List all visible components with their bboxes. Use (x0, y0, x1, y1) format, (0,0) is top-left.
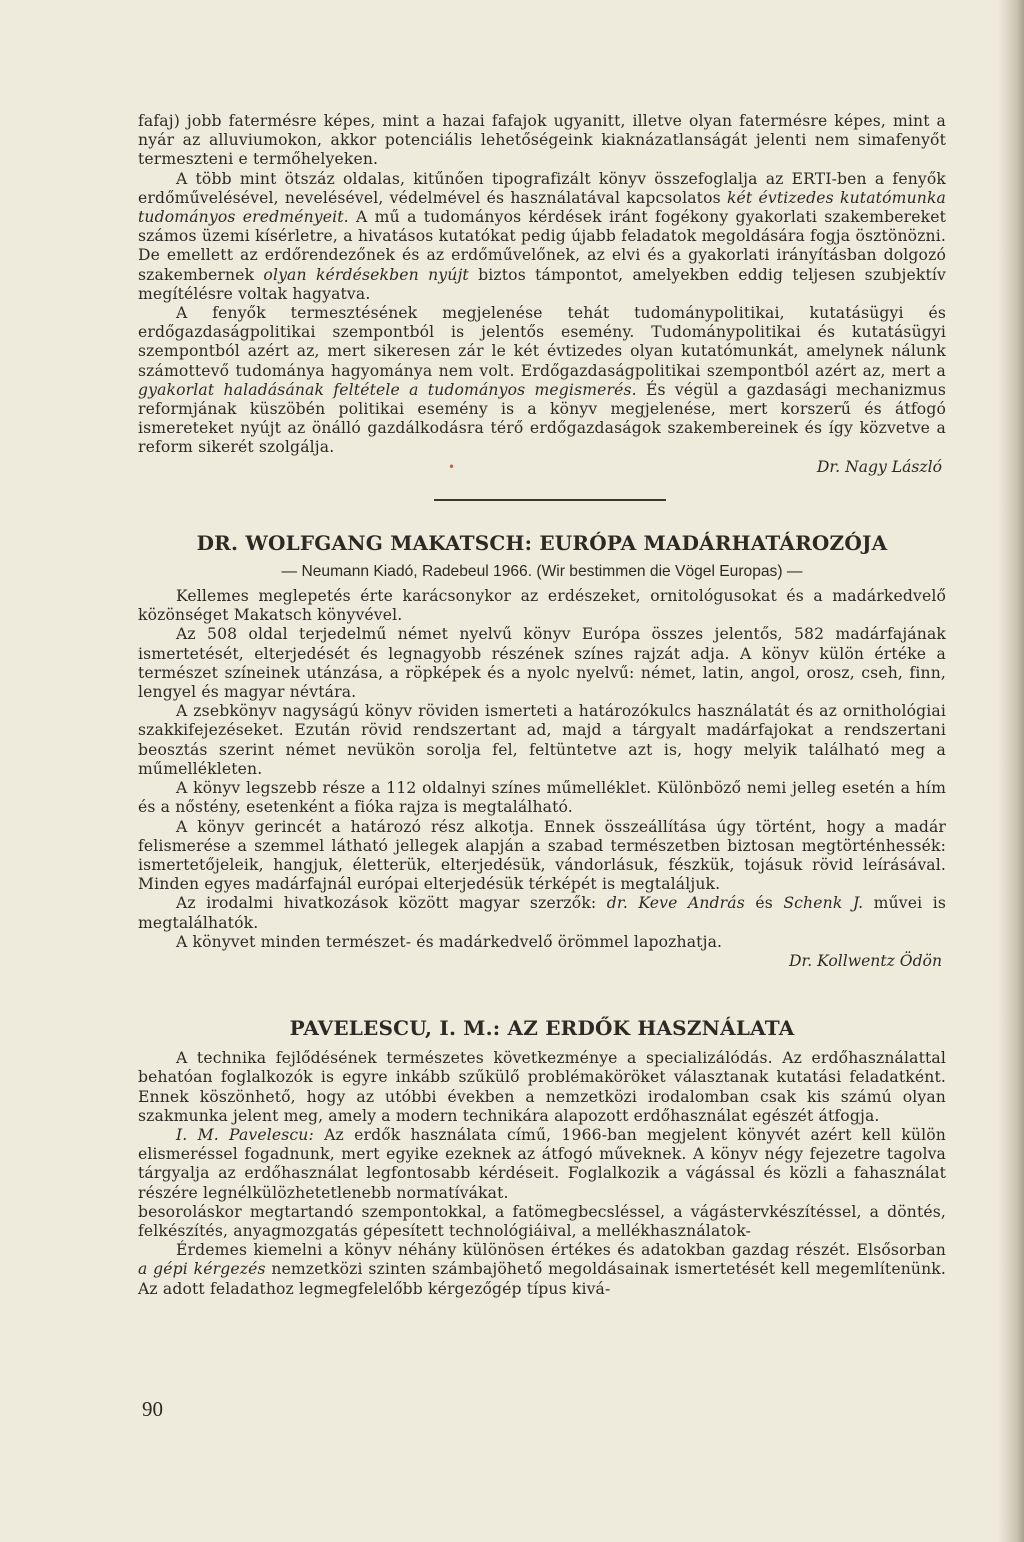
review-pavelescu (138, 1016, 946, 1299)
review-makatsch-paragraph-6: Az irodalmi hivatkozások között magyar szerzők: dr. Keve András és Schenk J. művei is megtalálhatók. (138, 894, 946, 932)
intro-section (138, 112, 946, 477)
review-pavelescu-title: PAVELESCU, I. M.: AZ ERDŐK HASZNÁLATA (289, 1016, 795, 1041)
review-makatsch-signature: Dr. Kollwentz Ödön (788, 951, 942, 970)
review-makatsch-paragraph-1: Kellemes meglepetés érte karácsonykor az erdészeket, ornitológusokat és a madárkedvelő közönséget Makatsch könyvével. (138, 587, 946, 625)
page-number: 90 (142, 1397, 163, 1421)
review-makatsch-paragraph-4: A könyv legszebb része a 112 oldalnyi színes műmelléklet. Különböző nemi jelleg esetén a hím és a nőstény, esetenként a fióka rajza is megtalálható. (138, 779, 946, 817)
review-pavelescu-paragraph-2: I. M. Pavelescu: Az erdők használata című, 1966-ban megjelent könyvét azért kell külön elismeréssel fogadnunk, mert egyike ezeknek az átfogó műveknek. A könyv négy fejezetre tagolva tárgyalja az erdőhasználat legfontosabb kérdéseit. Foglalkozik a vágással és közli a fahasználat részére legnélkülözhetetlenebb normatívákat. (138, 1125, 946, 1202)
review-pavelescu-paragraph-3: besoroláskor megtartandó szempontokkal, a fatömegbecsléssel, a vágástervkészítéssel, a döntés, felkészítés, anyagmozgatás gépesített technológiáival, a mellékhasználatok- (138, 1202, 946, 1240)
review-makatsch-paragraph-2: Az 508 oldal terjedelmű német nyelvű könyv Európa összes jelentős, 582 madárfajának ismertetését, elterjedését és legnagyobb részének színes rajzát adja. A könyv külön értéke a természet színeinek utánzása, a röpképek és a nyolc nyelvű: német, latin, angol, orosz, cseh, finn, lengyel és magyar névtára. (138, 625, 946, 702)
section-divider (434, 499, 666, 501)
review-makatsch-subtitle: — Neumann Kiadó, Radebeul 1966. (Wir bestimmen die Vögel Europas) — (281, 562, 803, 580)
intro-paragraph-2: A több mint ötszáz oldalas, kitűnően tipografizált könyv összefoglalja az ERTI-ben a fenyők erdőművelésével, nevelésével, védelmével és használatával kapcsolatos két évtizedes kutatómunka tudományos eredményeit. A mű a tudományos kérdések iránt fogékony gyakorlati szakembereket számos üzemi kísérletre, a hivatásos kutatókat pedig újabb feladatok megoldására fogja ösztönözni. De emellett az erdőrendezőnek és az erdőművelőnek, az elvi és a gyakorlati irányításban dolgozó szakembernek olyan kérdésekben nyújt biztos támpontot, amelyekben eddig teljesen szubjektív megítélésre voltak hagyatva. (138, 169, 946, 303)
page-edge-shadow (998, 0, 1024, 1542)
intro-paragraph-3: A fenyők termesztésének megjelenése tehát tudománypolitikai, kutatásügyi és erdőgazdaságpolitikai szempontból is jelentős esemény. Tudománypolitikai és kutatásügyi szempontból azért az, mert sikeresen zár le két évtizedes olyan kutatómunkát, amelynek nálunk számottevő tudománya hagyománya nem volt. Erdőgazdaságpolitikai szempontból azért az, mert a gyakorlat haladásának feltétele a tudományos megismerés. És végül a gazdasági mechanizmus reformjának küszöbén politikai esemény is a könyv megjelenése, mert korszerű és átfogó ismereteket nyújt az önálló gazdálkodásra térő erdőgazdaságok szakembereinek és így közvetve a reform sikerét szolgálja. (138, 304, 946, 457)
review-pavelescu-paragraph-4: Érdemes kiemelni a könyv néhány különösen értékes és adatokban gazdag részét. Elsősorban a gépi kérgezés nemzetközi szinten számbajöhető megoldásainak ismertetését kell megemlítenünk. Az adott feladathoz legmegfelelőbb kérgezőgép típus kivá- (138, 1241, 946, 1298)
review-pavelescu-paragraph-1: A technika fejlődésének természetes következménye a specializálódás. Az erdőhasználattal behatóan foglalkozók is egyre inkább szűkülő problémaköröket választanak kutatási feladatként. Ennek köszönhető, hogy az utóbbi években a nemzetközi irodalomban csak kis számú olyan szakmunka jelent meg, amely a modern technikára alapozott erdőhasználat egészét átfogja. (138, 1049, 946, 1125)
review-makatsch-title: DR. WOLFGANG MAKATSCH: EURÓPA MADÁRHATÁROZÓJA (196, 530, 888, 555)
review-makatsch-paragraph-3: A zsebkönyv nagyságú könyv röviden ismerteti a határozókulcs használatát és az ornithológiai szakkifejezéseket. Ezután rövid rendszertant ad, majd a tárgyalt madárfajokat a rendszertani beosztás szerint német nevükön sorolja fel, feltüntetve azt is, hogy melyik található meg a műmellékleten. (138, 702, 946, 778)
review-makatsch (138, 531, 946, 971)
review-makatsch-paragraph-5: A könyv gerincét a határozó rész alkotja. Ennek összeállítása úgy történt, hogy a madár felismerése a szemmel látható jellegek alapján a szabad természetben biztosan megtörténhessék: ismertetőjeleik, hangjuk, életterük, elterjedésük, vándorlásuk, fészkük, tojásuk rövid leírásával. Minden egyes madárfajnál európai elterjedésük térképét is megtaláljuk. (138, 817, 946, 894)
page-content (138, 112, 946, 1299)
intro-signature: • Dr. Nagy László (448, 457, 942, 476)
intro-paragraph-1: fafaj) jobb fatermésre képes, mint a hazai fafajok ugyanitt, illetve olyan fatermésre képes, mint a nyár az alluviumokon, akkor potenciális lehetőségeink kiaknázatlanságát jelenti nem simafenyőt termeszteni e termőhelyeken. (138, 112, 946, 169)
review-makatsch-paragraph-7: A könyvet minden természet- és madárkedvelő örömmel lapozhatja. (176, 932, 723, 951)
